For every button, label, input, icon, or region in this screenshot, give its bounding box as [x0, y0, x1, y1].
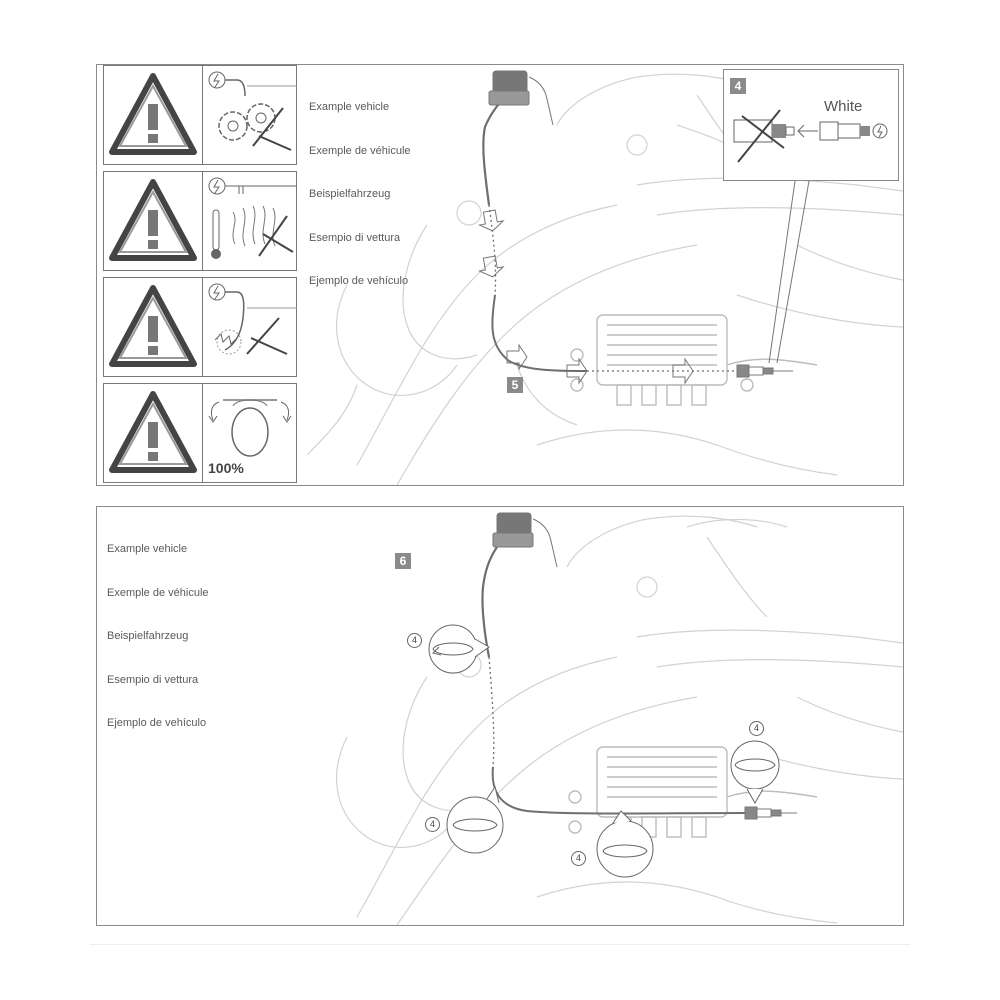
- cable-tie-quantity: 4: [571, 851, 586, 866]
- connector-inset: [723, 69, 899, 181]
- page-bottom-rule: [90, 944, 910, 945]
- warning-box-temperature: [103, 171, 297, 271]
- cable-tie-quantity: 4: [425, 817, 440, 832]
- sharp-edge-spark-icon: [203, 278, 297, 376]
- step-badge-6: 6: [395, 553, 411, 569]
- example-vehicle-caption-bottom: Example vehicle Exemple de véhicule Beispielfahrzeug Esempio di vettura Ejemplo de vehículo: [107, 543, 209, 729]
- warning-box-steering: [103, 383, 297, 483]
- cable-tie-quantity: 4: [749, 721, 764, 736]
- warning-triangle-icon: [104, 384, 202, 482]
- top-panel: [96, 64, 904, 486]
- step-badge-5: 5: [507, 377, 523, 393]
- warning-box-heat-gears: [103, 65, 297, 165]
- warning-triangle-icon: [104, 278, 202, 376]
- bottom-panel: [96, 506, 904, 926]
- warning-box-sharp-edge: [103, 277, 297, 377]
- temperature-spark-icon: [203, 172, 297, 270]
- step-badge-4: 4: [730, 78, 746, 94]
- heat-spark-gears-icon: [203, 66, 297, 164]
- warning-triangle-icon: [104, 66, 202, 164]
- cable-tie-quantity: 4: [407, 633, 422, 648]
- example-vehicle-caption-top: Example vehicle Exemple de véhicule Beispielfahrzeug Esempio di vettura Ejemplo de vehículo: [309, 101, 411, 287]
- wire-color-label: White: [824, 98, 863, 115]
- warning-triangle-icon: [104, 172, 202, 270]
- motorcycle-sketch-bottom: [97, 507, 903, 925]
- steering-full-lock-icon: [203, 384, 297, 462]
- connector-plug-icon: [724, 70, 898, 180]
- full-lock-percentage: 100%: [208, 460, 244, 476]
